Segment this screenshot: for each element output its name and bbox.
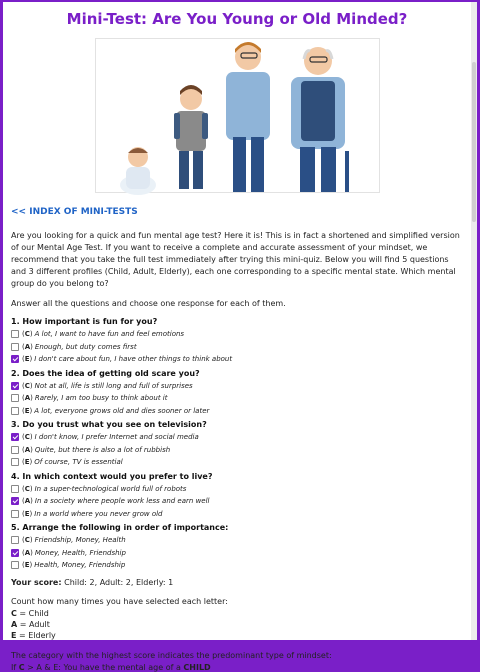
intro-paragraph: Are you looking for a quick and fun mental age test? Here it is! This is in fact a shortened and simplified version of our Mental Age Test. If you want to receive a complete and accurate assessment of your mindset, we recommend that you take the full test immediately after trying this mini-quiz. Below you will find 5 questions and 3 different profiles (Child, Adult, Elderly), each one corresponding to a specific mental state. Which mental group do you belong to? — [11, 231, 460, 288]
question-5 — [11, 523, 463, 572]
family-generations-illustration — [96, 39, 379, 192]
option-letter: (C) — [22, 484, 33, 493]
option-letter: (C) — [22, 433, 33, 442]
legend-line — [11, 619, 463, 630]
checkbox-checked[interactable] — [11, 549, 19, 557]
answer-option[interactable] — [11, 380, 463, 393]
legend-line — [11, 630, 463, 641]
answer-option[interactable] — [11, 508, 463, 521]
answer-option[interactable] — [11, 392, 463, 405]
option-letter: (E) — [22, 355, 33, 364]
answer-option[interactable] — [11, 547, 463, 560]
content — [11, 230, 463, 672]
checkbox-unchecked[interactable] — [11, 561, 19, 569]
checkbox-checked[interactable] — [11, 382, 19, 390]
score-label: Your score: — [11, 577, 62, 587]
rule-child — [11, 663, 463, 672]
option-text: Friendship, Money, Health — [34, 536, 126, 545]
option-text: I don't care about fun, I have other things to think about — [34, 355, 233, 364]
option-text: A lot, everyone grows old and dies sooner or later — [34, 406, 210, 415]
question-2 — [11, 369, 463, 418]
index-of-mini-tests-link[interactable]: << INDEX OF MINI-TESTS — [11, 207, 138, 217]
option-text: Money, Health, Friendship — [34, 548, 126, 557]
page-title: Mini-Test: Are You Young or Old Minded? — [66, 10, 408, 28]
answer-option[interactable] — [11, 559, 463, 572]
checkbox-unchecked[interactable] — [11, 407, 19, 415]
rule-middle: > A & E: You have the mental age of a — [27, 662, 181, 672]
option-text: A lot, I want to have fun and feel emotions — [34, 330, 185, 339]
scrollbar[interactable] — [471, 2, 477, 640]
question-3 — [11, 420, 463, 469]
answer-option[interactable] — [11, 341, 463, 354]
page — [3, 2, 471, 672]
question-title: 3. Do you trust what you see on television? — [11, 420, 207, 429]
option-text: Enough, but duty comes first — [34, 342, 137, 351]
legend-text: = Adult — [19, 619, 50, 629]
option-letter: (E) — [22, 406, 33, 415]
checkbox-unchecked[interactable] — [11, 446, 19, 454]
letter-legend — [11, 608, 463, 641]
checkbox-unchecked[interactable] — [11, 536, 19, 544]
answer-option[interactable] — [11, 495, 463, 508]
option-text: In a society where people work less and earn well — [34, 497, 210, 506]
option-text: Rarely, I am too busy to think about it — [34, 394, 168, 403]
rule-letter: C — [18, 662, 25, 672]
answer-option[interactable] — [11, 328, 463, 341]
option-text: Quite, but there is also a lot of rubbish — [34, 445, 171, 454]
answer-option[interactable] — [11, 431, 463, 444]
option-text: I don't know, I prefer Internet and social media — [34, 433, 199, 442]
question-4 — [11, 472, 463, 521]
checkbox-checked[interactable] — [11, 497, 19, 505]
option-text: In a world where you never grow old — [34, 509, 163, 518]
hero-illustration — [95, 38, 380, 193]
instructions: Answer all the questions and choose one response for each of them. — [11, 299, 286, 308]
legend-text: = Elderly — [19, 630, 56, 640]
checkbox-unchecked[interactable] — [11, 510, 19, 518]
answer-option[interactable] — [11, 456, 463, 469]
option-text: Not at all, life is still long and full of surprises — [34, 381, 193, 390]
option-text: In a super-technological world full of robots — [34, 484, 187, 493]
count-instruction: Count how many times you have selected each letter: — [11, 596, 228, 606]
checkbox-checked[interactable] — [11, 355, 19, 363]
questions-list — [11, 317, 463, 572]
answer-option[interactable] — [11, 483, 463, 496]
option-text: Of course, TV is essential — [34, 458, 123, 467]
option-letter: (E) — [22, 561, 33, 570]
option-letter: (C) — [22, 330, 33, 339]
option-letter: (E) — [22, 509, 33, 518]
option-letter: (E) — [22, 458, 33, 467]
scrollbar-thumb[interactable] — [472, 62, 476, 222]
legend-letter: E — [11, 630, 17, 640]
legend-letter: C — [11, 608, 17, 618]
checkbox-checked[interactable] — [11, 433, 19, 441]
checkbox-unchecked[interactable] — [11, 458, 19, 466]
rule-result: CHILD — [183, 662, 211, 672]
question-title: 1. How important is fun for you? — [11, 317, 158, 326]
checkbox-unchecked[interactable] — [11, 394, 19, 402]
answer-option[interactable] — [11, 405, 463, 418]
question-title: 4. In which context would you prefer to live? — [11, 471, 213, 481]
option-letter: (A) — [22, 394, 33, 403]
checkbox-unchecked[interactable] — [11, 330, 19, 338]
checkbox-unchecked[interactable] — [11, 343, 19, 351]
option-letter: (C) — [22, 381, 33, 390]
option-text: Health, Money, Friendship — [34, 561, 126, 570]
legend-letter: A — [11, 619, 18, 629]
category-explanation: The category with the highest score indicates the predominant type of mindset: — [11, 650, 332, 660]
option-letter: (A) — [22, 445, 33, 454]
question-1 — [11, 317, 463, 366]
option-letter: (C) — [22, 536, 33, 545]
question-title: 5. Arrange the following in order of importance: — [11, 523, 229, 532]
option-letter: (A) — [22, 497, 33, 506]
score-line — [11, 578, 463, 587]
question-title: 2. Does the idea of getting old scare you? — [11, 368, 200, 378]
answer-option[interactable] — [11, 444, 463, 457]
rule-prefix: If — [11, 662, 17, 672]
option-letter: (A) — [22, 548, 33, 557]
option-letter: (A) — [22, 342, 33, 351]
score-value: Child: 2, Adult: 2, Elderly: 1 — [64, 577, 174, 587]
legend-text: = Child — [19, 608, 49, 618]
checkbox-unchecked[interactable] — [11, 485, 19, 493]
answer-option[interactable] — [11, 534, 463, 547]
answer-option[interactable] — [11, 353, 463, 366]
legend-line — [11, 608, 463, 619]
